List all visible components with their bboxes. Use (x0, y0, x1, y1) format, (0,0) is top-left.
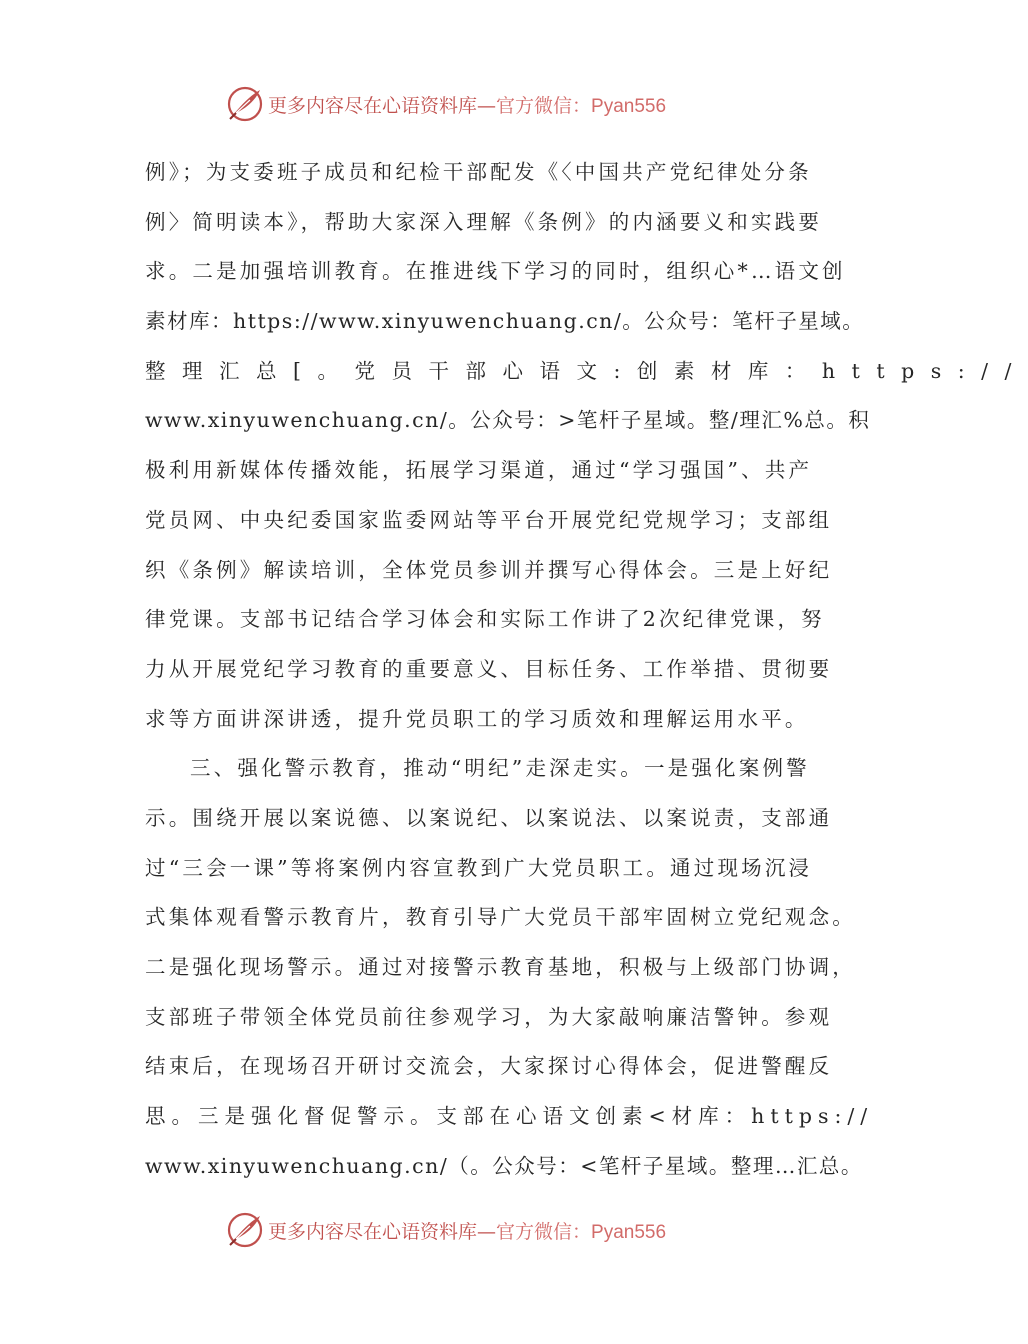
footer-dash: — (477, 1220, 497, 1243)
body-line: 示。围绕开展以案说德、以案说纪、以案说法、以案说责，支部通 (145, 805, 833, 830)
quill-logo-icon (226, 1211, 264, 1249)
body-line: 求。二是加强培训教育。在推进线下学习的同时，组织心*…语文创 (145, 259, 846, 284)
body-line: 素材库：https://www.xinyuwenchuang.cn/。公众号：笔杆子星域。 (145, 309, 865, 334)
footer-banner (226, 1210, 726, 1250)
body-line: 式集体观看警示教育片，教育引导广大党员干部牢固树立党纪观念。 (145, 905, 856, 930)
document-body (145, 148, 1028, 1191)
body-line: 结束后，在现场召开研讨交流会，大家探讨心得体会，促进警醒反 (145, 1054, 833, 1079)
body-line: www.xinyuwenchuang.cn/（。公众号：<笔杆子星域。整理…汇总。 (145, 1153, 863, 1178)
body-line: 支部班子带领全体党员前往参观学习，为大家敲响廉洁警钟。参观 (145, 1004, 833, 1029)
quill-logo-icon (226, 85, 264, 123)
header-wechat-id: Pyan556 (591, 95, 667, 117)
header-text (268, 91, 666, 118)
body-line: 思。三是强化督促警示。支部在心语文创素<材库：https:// (145, 1104, 874, 1129)
body-line: 整理汇总[。党员干部心语文:创素材库：https:// (145, 358, 1028, 383)
footer-text (268, 1217, 666, 1244)
body-line: 律党课。支部书记结合学习体会和实际工作讲了2次纪律党课，努 (145, 607, 825, 632)
body-line: 例》；为支委班子成员和纪检干部配发《〈中国共产党纪律处分条 (145, 160, 812, 184)
footer-title: 更多内容尽在心语资料库 (268, 1220, 478, 1243)
body-line: 求等方面讲深讲透，提升党员职工的学习质效和理解运用水平。 (145, 706, 809, 731)
body-line: 二是强化现场警示。通过对接警示教育基地，积极与上级部门协调， (145, 955, 856, 979)
header-title: 更多内容尽在心语资料库 (268, 94, 478, 117)
body-line: 极利用新媒体传播效能，拓展学习渠道，通过“学习强国”、共产 (145, 458, 813, 483)
body-line: 力从开展党纪学习教育的重要意义、目标任务、工作举措、贯彻要 (145, 656, 833, 681)
body-line: 例〉简明读本》，帮助大家深入理解《条例》的内涵要义和实践要 (145, 209, 823, 234)
body-line: www.xinyuwenchuang.cn/。公众号：>笔杆子星域。整/理汇%总。积 (145, 408, 871, 433)
header-dash: — (477, 94, 497, 117)
footer-wechat-label: 官方微信： (496, 1220, 592, 1243)
body-line: 党员网、中央纪委国家监委网站等平台开展党纪党规学习；支部组 (145, 507, 833, 532)
body-line: 过“三会一课”等将案例内容宣教到广大党员职工。通过现场沉浸 (145, 855, 813, 880)
header-banner (226, 84, 726, 124)
footer-wechat-id: Pyan556 (591, 1221, 667, 1243)
section-heading-line: 三、强化警示教育，推动“明纪”走深走实。一是强化案例警 (190, 756, 810, 781)
body-line: 织《条例》解读培训，全体党员参训并撰写心得体会。三是上好纪 (145, 557, 833, 582)
header-wechat-label: 官方微信： (496, 94, 592, 117)
